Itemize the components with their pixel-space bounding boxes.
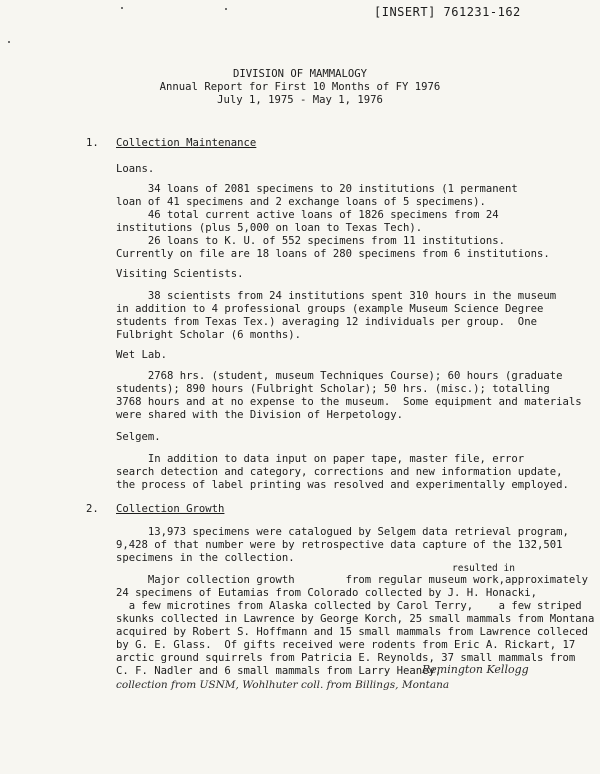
selgem-heading: Selgem. — [116, 431, 161, 443]
insert-stamp: [INSERT] 761231-162 — [374, 5, 521, 19]
visiting-line: in addition to 4 professional groups (example Museum Science Degree — [116, 303, 544, 315]
speck — [8, 41, 10, 43]
selgem-line: the process of label printing was resolved and experimentally employed. — [116, 479, 569, 491]
selgem-line: search detection and category, corrections and new information update, — [116, 466, 563, 478]
loans-line: 46 total current active loans of 1826 specimens from 24 — [116, 209, 499, 221]
handwritten-note-1: Remington Kellogg — [422, 663, 529, 676]
growth-line: a few microtines from Alaska collected by Carol Terry, a few striped — [116, 600, 582, 612]
growth-line: skunks collected in Lawrence by George Korch, 25 small mammals from Montana — [116, 613, 595, 625]
growth-line: 13,973 specimens were catalogued by Selgem data retrieval program, — [116, 526, 569, 538]
speck — [225, 8, 227, 10]
wet-lab-line: 2768 hrs. (student, museum Techniques Course); 60 hours (graduate — [116, 370, 563, 382]
growth-line: by G. E. Glass. Of gifts received were rodents from Eric A. Rickart, 17 — [116, 639, 576, 651]
handwritten-note-2: collection from USNM, Wohlhuter coll. from Billings, Montana — [116, 679, 450, 691]
section-1-number: 1. — [86, 137, 99, 149]
growth-line: 24 specimens of Eutamias from Colorado collected by J. H. Honacki, — [116, 587, 537, 599]
visiting-line: Fulbright Scholar (6 months). — [116, 329, 301, 341]
growth-line: 9,428 of that number were by retrospective data capture of the 132,501 — [116, 539, 563, 551]
inserted-note: resulted in — [452, 563, 515, 574]
loans-line: loan of 41 specimens and 2 exchange loans of 5 specimens). — [116, 196, 486, 208]
growth-line: Major collection growth from regular museum work,approximately — [116, 574, 588, 586]
header-report: Annual Report for First 10 Months of FY 1976 — [159, 81, 441, 93]
growth-line: arctic ground squirrels from Patricia E. Reynolds, 37 small mammals from — [116, 652, 576, 664]
loans-line: Currently on file are 18 loans of 280 specimens from 6 institutions. — [116, 248, 550, 260]
selgem-line: In addition to data input on paper tape, master file, error — [116, 453, 525, 465]
section-1-title: Collection Maintenance — [116, 137, 257, 149]
growth-line: specimens in the collection. — [116, 552, 295, 564]
wet-lab-line: were shared with the Division of Herpetology. — [116, 409, 404, 421]
wet-lab-line: students); 890 hours (Fulbright Scholar); 50 hrs. (misc.); totalling — [116, 383, 550, 395]
loans-line: 34 loans of 2081 specimens to 20 institutions (1 permanent — [116, 183, 518, 195]
growth-line: acquired by Robert S. Hoffmann and 15 small mammals from Lawrence colleced — [116, 626, 588, 638]
header-division: DIVISION OF MAMMALOGY — [233, 68, 367, 80]
loans-line: institutions (plus 5,000 on loan to Texas Tech). — [116, 222, 423, 234]
loans-heading: Loans. — [116, 163, 155, 175]
section-2-number: 2. — [86, 503, 99, 515]
loans-line: 26 loans to K. U. of 552 specimens from 11 institutions. — [116, 235, 506, 247]
wet-lab-heading: Wet Lab. — [116, 349, 168, 361]
visiting-heading: Visiting Scientists. — [116, 268, 244, 280]
growth-line: C. F. Nadler and 6 small mammals from Larry Heaney, — [116, 665, 442, 677]
header-dates: July 1, 1975 - May 1, 1976 — [217, 94, 383, 106]
speck — [121, 7, 123, 9]
section-2-title: Collection Growth — [116, 503, 225, 515]
wet-lab-line: 3768 hours and at no expense to the museum. Some equipment and materials — [116, 396, 582, 408]
visiting-line: 38 scientists from 24 institutions spent 310 hours in the museum — [116, 290, 557, 302]
visiting-line: students from Texas Tex.) averaging 12 individuals per group. One — [116, 316, 537, 328]
